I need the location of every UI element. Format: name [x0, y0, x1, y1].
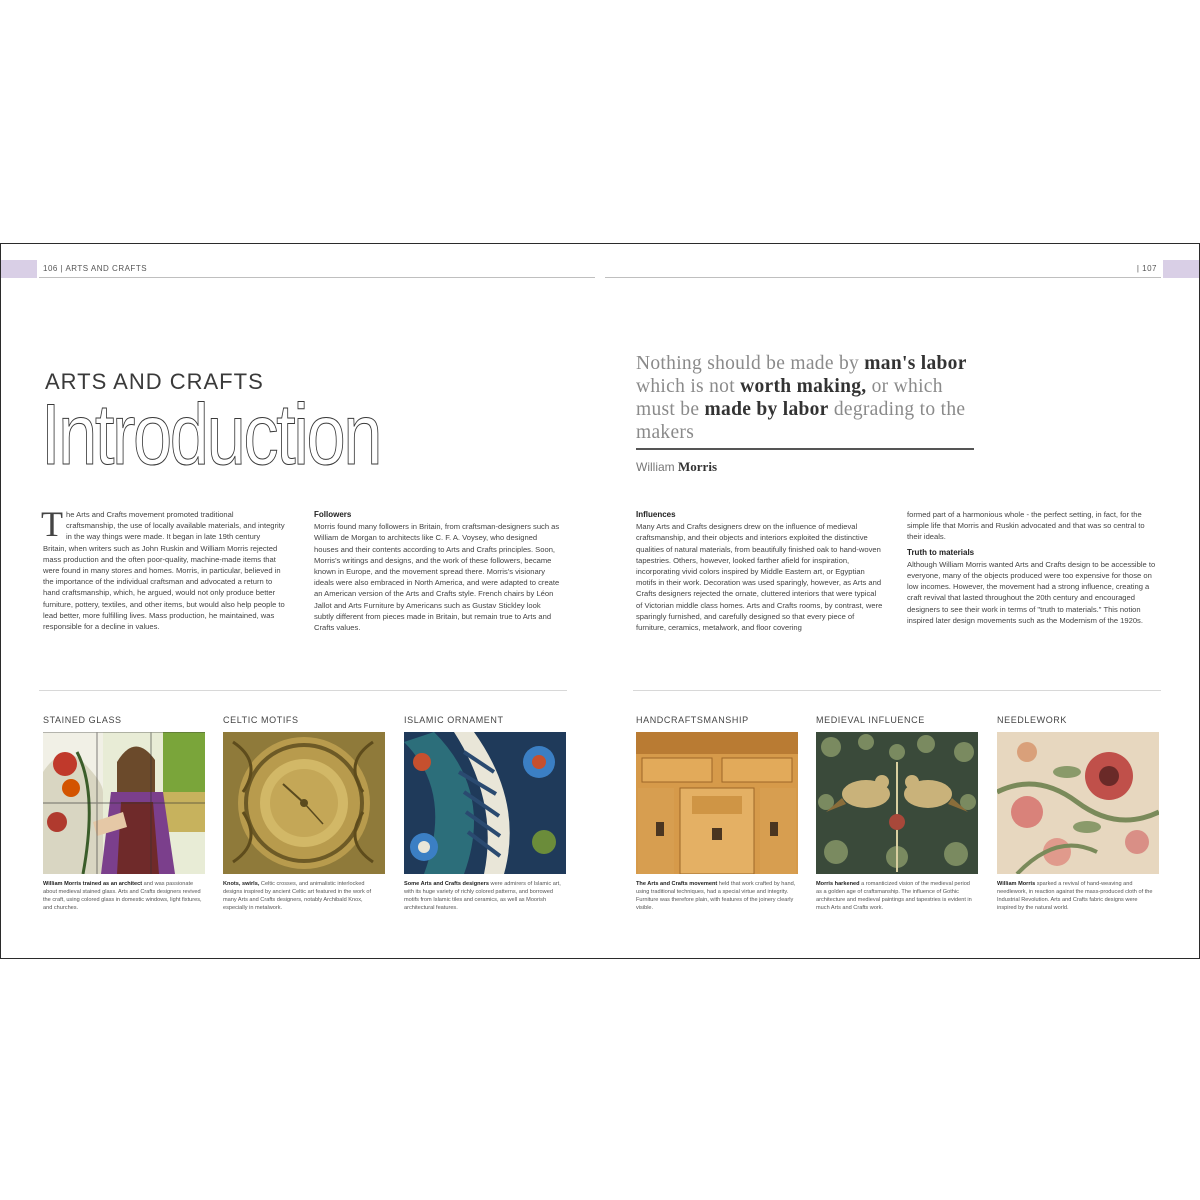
- truth-text: Although William Morris wanted Arts and Crafts design to be accessible to everyone, many of the objects produced were too expensive for those on low incomes. However, the movement had a strong influence, creating a craft revival that lasted throughout the 20th century and encouraged designers to see their work in terms of "truth to materials." This notion inspired later design movements such as the Modernism of the 1920s.: [907, 559, 1156, 625]
- panel-label-handcraftsmanship: HANDCRAFTSMANSHIP: [636, 715, 749, 725]
- caption-bold: Some Arts and Crafts designers: [404, 881, 489, 887]
- truth-heading: Truth to materials: [907, 547, 975, 557]
- panel-label-celtic-motifs: CELTIC MOTIFS: [223, 715, 299, 725]
- chapter-kicker: ARTS AND CRAFTS: [45, 369, 264, 394]
- pull-quote: [636, 352, 976, 444]
- influences-column: [636, 509, 884, 633]
- section-name: ARTS AND CRAFTS: [65, 264, 148, 273]
- intro-text: he Arts and Crafts movement promoted traditional craftsmanship, the use of locally available materials, and integrity in the way things were made. It began in late 19th century Britain, when writers such as John Ruskin and William Morris rejected mass production and the often poor-quality, machine-made items that were found in many stores and homes. Morris, in particular, believed in the importance of the individual craftsman and advocated a return to hand craftsmanship, which, he argued, would not only produce better furniture, pottery, textiles, and other items, but would also help people to lead better, more fulfilling lives. Mass production, he maintained, was responsible for a decline in values.: [43, 510, 285, 632]
- followers-heading: Followers: [314, 510, 352, 519]
- quote-part-2: man's labor: [864, 353, 967, 374]
- truth-lead: formed part of a harmonious whole - the perfect setting, in fact, for the simple life that Morris and Ruskin advocated and that was so central to their ideals.: [907, 510, 1145, 542]
- section-divider-right: [633, 690, 1161, 691]
- stained-glass-image: [43, 732, 205, 874]
- caption-needlework: [997, 880, 1157, 912]
- panel-label-islamic-ornament: ISLAMIC ORNAMENT: [404, 715, 504, 725]
- quote-part-1: Nothing should be made by: [636, 353, 865, 374]
- caption-bold: The Arts and Crafts movement: [636, 881, 718, 887]
- influences-text: Many Arts and Crafts designers drew on the influence of medieval craftsmanship, and their objects and interiors exploited the distinctive qualities of natural materials, from beautifully finished oak to hand-woven tapestries. Others, however, looked farther afield for inspiration, incorporating vivid colors inspired by Middle Eastern art, or Egyptian motifs in their work. Decoration was used sparingly, however, as Arts and Crafts designers rejected the ornate, cluttered interiors that were typical of Victorian middle class homes. Arts and Crafts rooms, by contrast, were sparingly furnished, and carefully designed so that every piece of furniture, ceramics, metalwork, and floor covering: [636, 522, 883, 633]
- followers-text: Morris found many followers in Britain, from craftsman-designers such as William de Morgan to architects like C. F. A. Voysey, who designed houses and their contents according to Arts and Crafts principles. Soon, Morris's writings and designs, and the work of these followers, became known in Europe, and the movement spread there. Morris's visionary ideals were also embraced in North America, and were adapted to create an American version of the Arts and Crafts style. French chairs by Léon Jallot and Arts Furniture by Americans such as Gustav Stickley look subtly different from pieces made in Britain, but remain true to Arts and Crafts values.: [314, 522, 560, 633]
- book-spread: [0, 243, 1200, 959]
- quote-part-5: or which must be: [636, 376, 943, 420]
- page-tab-right: [1163, 260, 1199, 278]
- page-title: [41, 387, 454, 483]
- title-text: Introduction: [41, 387, 380, 483]
- header-rule-right: [605, 277, 1161, 278]
- quote-part-3: which is not: [636, 376, 741, 397]
- caption-text: Celtic crosses, and animalistic interlocked designs inspired by ancient Celtic art featured in the work of many Arts and Crafts designers, notably Archibald Knox, especially in metalwork.: [223, 881, 372, 911]
- page-number-right: 107: [1142, 264, 1157, 273]
- islamic-ornament-image: [404, 732, 566, 874]
- page-tab-left: [1, 260, 37, 278]
- caption-bold: William Morris: [997, 881, 1036, 887]
- header-rule-left: [39, 277, 595, 278]
- caption-celtic-motifs: [223, 880, 383, 912]
- caption-stained-glass: [43, 880, 203, 912]
- caption-islamic-ornament: [404, 880, 564, 912]
- quote-attribution: [636, 459, 717, 475]
- followers-column: [314, 509, 562, 633]
- attribution-last: Morris: [678, 459, 717, 474]
- section-divider-left: [39, 690, 567, 691]
- quote-part-6: made by labor: [704, 399, 829, 420]
- attribution-first: William: [636, 460, 675, 474]
- quote-part-7: degrading to the makers: [636, 399, 966, 443]
- caption-text: a romanticized vision of the medieval period as a golden age of craftsmanship. The influence of Gothic architecture and medieval paintings and tapestries is evident in much Arts and Crafts work.: [816, 881, 972, 911]
- caption-bold: Knots, swirls,: [223, 881, 260, 887]
- medieval-influence-image: [816, 732, 978, 874]
- drop-cap: T: [41, 504, 63, 544]
- intro-column: [41, 504, 285, 632]
- caption-text: were admirers of Islamic art, with its huge variety of richly colored patterns, and borrowed motifs from Islamic tiles and ceramics, as well as Moorish architectural features.: [404, 881, 561, 911]
- caption-text: held that work crafted by hand, using traditional techniques, had a special virtue and integrity. Furniture was therefore plain, with features of the joinery clearly visible.: [636, 881, 796, 911]
- quote-rule: [636, 448, 974, 450]
- needlework-image: [997, 732, 1159, 874]
- influences-heading: Influences: [636, 510, 676, 519]
- caption-text: and was passionate about medieval stained glass. Arts and Crafts designers revived the craft, using colored glass in domestic windows, light fixtures, and churches.: [43, 881, 202, 911]
- caption-bold: Morris harkened: [816, 881, 860, 887]
- caption-bold: William Morris trained as an architect: [43, 881, 143, 887]
- panel-label-needlework: NEEDLEWORK: [997, 715, 1068, 725]
- running-head-right: | 107: [1136, 264, 1157, 273]
- caption-medieval-influence: [816, 880, 976, 912]
- handcraftsmanship-image: [636, 732, 798, 874]
- panel-label-medieval-influence: MEDIEVAL INFLUENCE: [816, 715, 925, 725]
- caption-handcraftsmanship: [636, 880, 796, 912]
- caption-text: sparked a revival of hand-weaving and needlework, in reaction against the mass-produced cloth of the Industrial Revolution. Arts and Crafts fabric designs were inspired by the natural world.: [997, 881, 1153, 911]
- celtic-motifs-image: [223, 732, 385, 874]
- quote-part-4: worth making,: [740, 376, 867, 397]
- running-head-left: 106 | ARTS AND CRAFTS: [43, 264, 148, 273]
- panel-label-stained-glass: STAINED GLASS: [43, 715, 122, 725]
- page-number-left: 106: [43, 264, 58, 273]
- truth-column: [907, 509, 1157, 626]
